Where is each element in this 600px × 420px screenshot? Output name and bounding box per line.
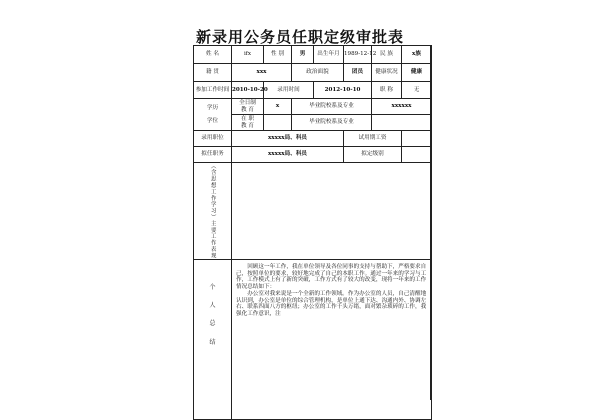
education-label: 学历 学位 (194, 99, 232, 131)
work-performance-text: （含思想工作学习）主要工作表现 (209, 163, 216, 259)
native-place-value: xxx (232, 64, 292, 82)
ethnicity-value: x族 (402, 46, 432, 64)
approval-form (193, 45, 431, 400)
personal-summary-label (194, 260, 232, 420)
gender-value: 男 (292, 46, 314, 64)
birth-label: 出生年月 (314, 46, 344, 64)
political-status-label: 政治面貌 (292, 64, 344, 82)
summary-char: 总 (209, 320, 216, 328)
fulltime-degree-value: x (264, 99, 292, 115)
work-performance-label (194, 163, 232, 260)
summary-paragraph: 办公室对我来说是一个全新的工作领域。作为办公室的人员，自己清醒地认识到，办公室是单位的综合管理机构，是单位上通下达、沟通内外、协调左右、联系四面八方的枢纽；办公室的工作千头万绪，面对繁杂琐碎的工作，我强化工作意识，注 (236, 290, 427, 317)
fulltime-school-value: xxxxxx (372, 99, 432, 115)
name-value: ifx (232, 46, 264, 64)
summary-paragraph: 回顾这一年工作，我在单位领导及各位同事的支持与帮助下，严格要求自己，按照单位的要求，较好地完成了自己的本职工作。通过一年来的学习与工作，工作模式上有了新的突破，工作方式有了较大的改变，现将一年来的工作情况总结如下： (236, 264, 427, 291)
probation-label: 试用期工资 (344, 131, 402, 147)
inservice-school-label: 毕业院校系及专业 (292, 115, 372, 131)
proposed-position-value: xxxxx局、科员 (232, 147, 344, 163)
form-table (193, 45, 432, 420)
political-status-value: 团员 (344, 64, 372, 82)
work-start-label: 参加工作时间 (194, 82, 232, 99)
health-value: 健康 (402, 64, 432, 82)
proposed-level-label: 拟定级别 (344, 147, 402, 163)
name-label: 姓 名 (194, 46, 232, 64)
hire-time-label: 录用时间 (264, 82, 314, 99)
proposed-position-label: 拟任职务 (194, 147, 232, 163)
ethnicity-label: 民 族 (372, 46, 402, 64)
work-performance-value (232, 163, 432, 260)
personal-summary-body (232, 260, 432, 420)
summary-char: 人 (209, 302, 216, 310)
inservice-school-value (372, 115, 432, 131)
hire-time-value: 2012-10-10 (314, 82, 372, 99)
birth-value: 1989-12-12 (344, 46, 372, 64)
probation-value (402, 131, 432, 147)
summary-char: 个 (209, 284, 216, 291)
hired-position-value: xxxxx局、科员 (232, 131, 344, 147)
form-title: 新录用公务员任职定级审批表 (195, 28, 404, 46)
hired-position-label: 录用职位 (194, 131, 232, 147)
fulltime-education-label: 全日制 教 育 (232, 99, 264, 115)
title-rank-value: 无 (402, 82, 432, 99)
inservice-degree-value (264, 115, 292, 131)
health-label: 健康状况 (372, 64, 402, 82)
proposed-level-value (402, 147, 432, 163)
gender-label: 性 别 (264, 46, 292, 64)
native-place-label: 籍 贯 (194, 64, 232, 82)
work-start-value: 2010-10-20 (232, 82, 264, 99)
fulltime-school-label: 毕业院校系及专业 (292, 99, 372, 115)
summary-char: 结 (209, 338, 216, 346)
title-rank-label: 职 称 (372, 82, 402, 99)
inservice-education-label: 在 职 教 育 (232, 115, 264, 131)
